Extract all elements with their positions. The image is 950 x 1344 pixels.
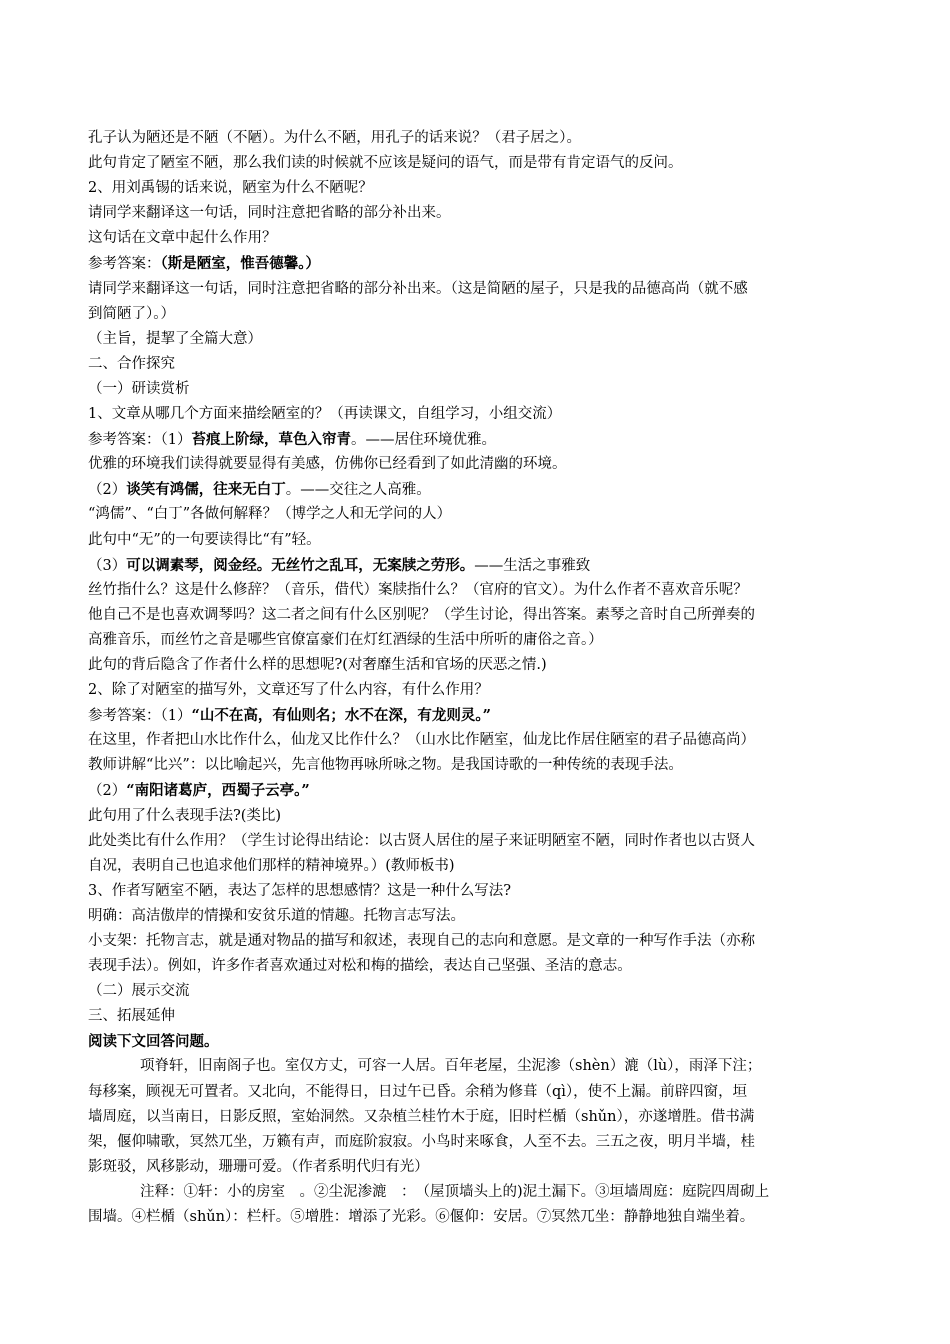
text-line: 教师讲解“比兴”：以比喻起兴，先言他物再咏所咏之物。是我国诗歌的一种传统的表现手法。 [88, 757, 683, 774]
answer-label: （2） [88, 783, 127, 800]
question-heading: 2、除了对陋室的描写外，文章还写了什么内容，有什么作用？ [88, 682, 489, 699]
answer-label: 参考答案： [88, 256, 161, 273]
text-line: “鸿儒”、“白丁”各做何解释？（博学之人和无学问的人） [88, 506, 452, 523]
answer-label: （2） [88, 482, 127, 499]
text-line: 请同学来翻译这一句话，同时注意把省略的部分补出来。 [88, 205, 451, 222]
section-heading: 二、合作探究 [88, 355, 175, 372]
text-line: （主旨，提挈了全篇大意） [88, 330, 262, 347]
answer-quote: 谈笑有鸿儒，往来无白丁 [126, 481, 286, 499]
text-line: 丝竹指什么？这是什么修辞？（音乐，借代）案牍指什么？（官府的官文）。为什么作者不喜欢音乐呢？ [88, 581, 748, 598]
answer-quote: “山不在高，有仙则名；水不在深，有龙则灵。” [191, 707, 491, 725]
text-line: 明确：高洁傲岸的情操和安贫乐道的情趣。托物言志写法。 [88, 907, 465, 924]
section-heading: 三、拓展延伸 [88, 1008, 175, 1025]
answer-label: 参考答案：（1） [88, 432, 192, 449]
subsection-heading: （二）展示交流 [88, 983, 190, 1000]
document-page [88, 126, 868, 1230]
text-line: 在这里，作者把山水比作什么，仙龙又比作什么？（山水比作陋室，仙龙比作居住陋室的君子品德高尚） [88, 732, 755, 749]
text-line: 高雅音乐，而丝竹之音是哪些官僚富豪们在灯红酒绿的生活中所听的庸俗之音。） [88, 631, 603, 648]
answer-note: 。——交往之人高雅。 [285, 482, 431, 499]
answer-line [88, 778, 868, 803]
passage-line: 架，偃仰啸歌，冥然兀坐，万籁有声，而庭阶寂寂。小鸟时来啄食，人至不去。三五之夜，明月半墙，桂 [88, 1133, 755, 1150]
text-line: 小支架：托物言志，就是通对物品的描写和叙述，表现自己的志向和意愿。是文章的一种写作手法（亦称 [88, 933, 755, 949]
text-line: 孔子认为陋还是不陋（不陋）。为什么不陋，用孔子的话来说？（君子居之）。 [88, 130, 581, 146]
answer-quote: “南阳诸葛庐，西蜀子云亭。” [126, 782, 310, 800]
answer-label: （3） [88, 557, 127, 574]
subsection-heading: （一）研读赏析 [88, 380, 190, 397]
answer-quote: 可以调素琴，阅金经。无丝竹之乱耳，无案牍之劳形。 [126, 556, 475, 574]
text-line: 此句肯定了陋室不陋，那么我们读的时候就不应该是疑问的语气，而是带有肯定语气的反问。 [88, 155, 683, 172]
question-heading: 1、文章从哪几个方面来描绘陋室的？（再读课文，自组学习，小组交流） [88, 406, 562, 423]
answer-line [88, 703, 868, 728]
annotation-line: 注释：①轩：小的房室 。②尘泥渗漉 ： （屋顶墙头上的)泥土漏下。③垣墙周庭：庭院四周砌上 [140, 1183, 770, 1200]
question-heading: 2、用刘禹锡的话来说，陋室为什么不陋呢？ [88, 180, 373, 197]
text-line: 表现手法）。例如，许多作者喜欢通过对松和梅的描绘，表达自己坚强、圣洁的意志。 [88, 958, 632, 975]
answer-line [88, 477, 868, 502]
passage-line: 每移案，顾视无可置者。又北向，不能得日，日过午已昏。余稍为修葺（qì），使不上漏。前辟四窗，垣 [88, 1083, 748, 1100]
answer-label: 参考答案：（1） [88, 708, 192, 725]
answer-note: ——生活之事雅致 [474, 557, 591, 574]
text-line: 到简陋了）。） [88, 305, 175, 322]
text-line: 优雅的环境我们读得就要显得有美感，仿佛你已经看到了如此清幽的环境。 [88, 456, 567, 473]
answer-note: 。——居住环境优雅。 [350, 432, 496, 449]
reading-heading: 阅读下文回答问题。 [88, 1033, 219, 1051]
passage-line: 墙周庭，以当南日，日影反照，室始洞然。又杂植兰桂竹木于庭，旧时栏楯（shǔn），亦遂增胜。借书满 [88, 1108, 755, 1125]
passage-line: 影斑驳，风移影动，珊珊可爱。（作者系明代归有光） [88, 1158, 429, 1175]
answer-quote: （斯是陋室，惟吾德馨。） [160, 255, 320, 273]
answer-line [88, 251, 868, 276]
text-line: 此句的背后隐含了作者什么样的思想呢?(对奢靡生活和官场的厌恶之情.) [88, 656, 547, 673]
text-line: 此处类比有什么作用？（学生讨论得出结论：以古贤人居住的屋子来证明陋室不陋，同时作者也以古贤人 [88, 832, 755, 849]
annotation-line: 围墙。④栏楯（shǔn）：栏杆。⑤增胜：增添了光彩。⑥偃仰：安居。⑦冥然兀坐：静静地独自端坐着。 [88, 1209, 755, 1226]
answer-line [88, 553, 868, 578]
text-line: 请同学来翻译这一句话，同时注意把省略的部分补出来。（这是简陋的屋子，只是我的品德高尚（就不感 [88, 280, 748, 297]
passage-line: 项脊轩，旧南阁子也。室仅方丈，可容一人居。百年老屋，尘泥渗（shèn）漉（lù），雨泽下注； [140, 1058, 762, 1075]
text-line: 他自己不是也喜欢调琴吗？这二者之间有什么区别呢？（学生讨论，得出答案。素琴之音时自己所弹奏的 [88, 606, 755, 623]
text-line: 自况，表明自己也追求他们那样的精神境界。）(教师板书) [88, 857, 455, 874]
text-line: 此句中“无”的一句要读得比“有”轻。 [88, 531, 321, 548]
text-line: 此句用了什么表现手法?(类比) [88, 807, 282, 824]
answer-quote: 苔痕上阶绿，草色入帘青 [191, 431, 351, 449]
text-line: 这句话在文章中起什么作用？ [88, 230, 277, 247]
question-heading: 3、作者写陋室不陋，表达了怎样的思想感情？这是一种什么写法? [88, 882, 511, 899]
answer-line [88, 427, 868, 452]
